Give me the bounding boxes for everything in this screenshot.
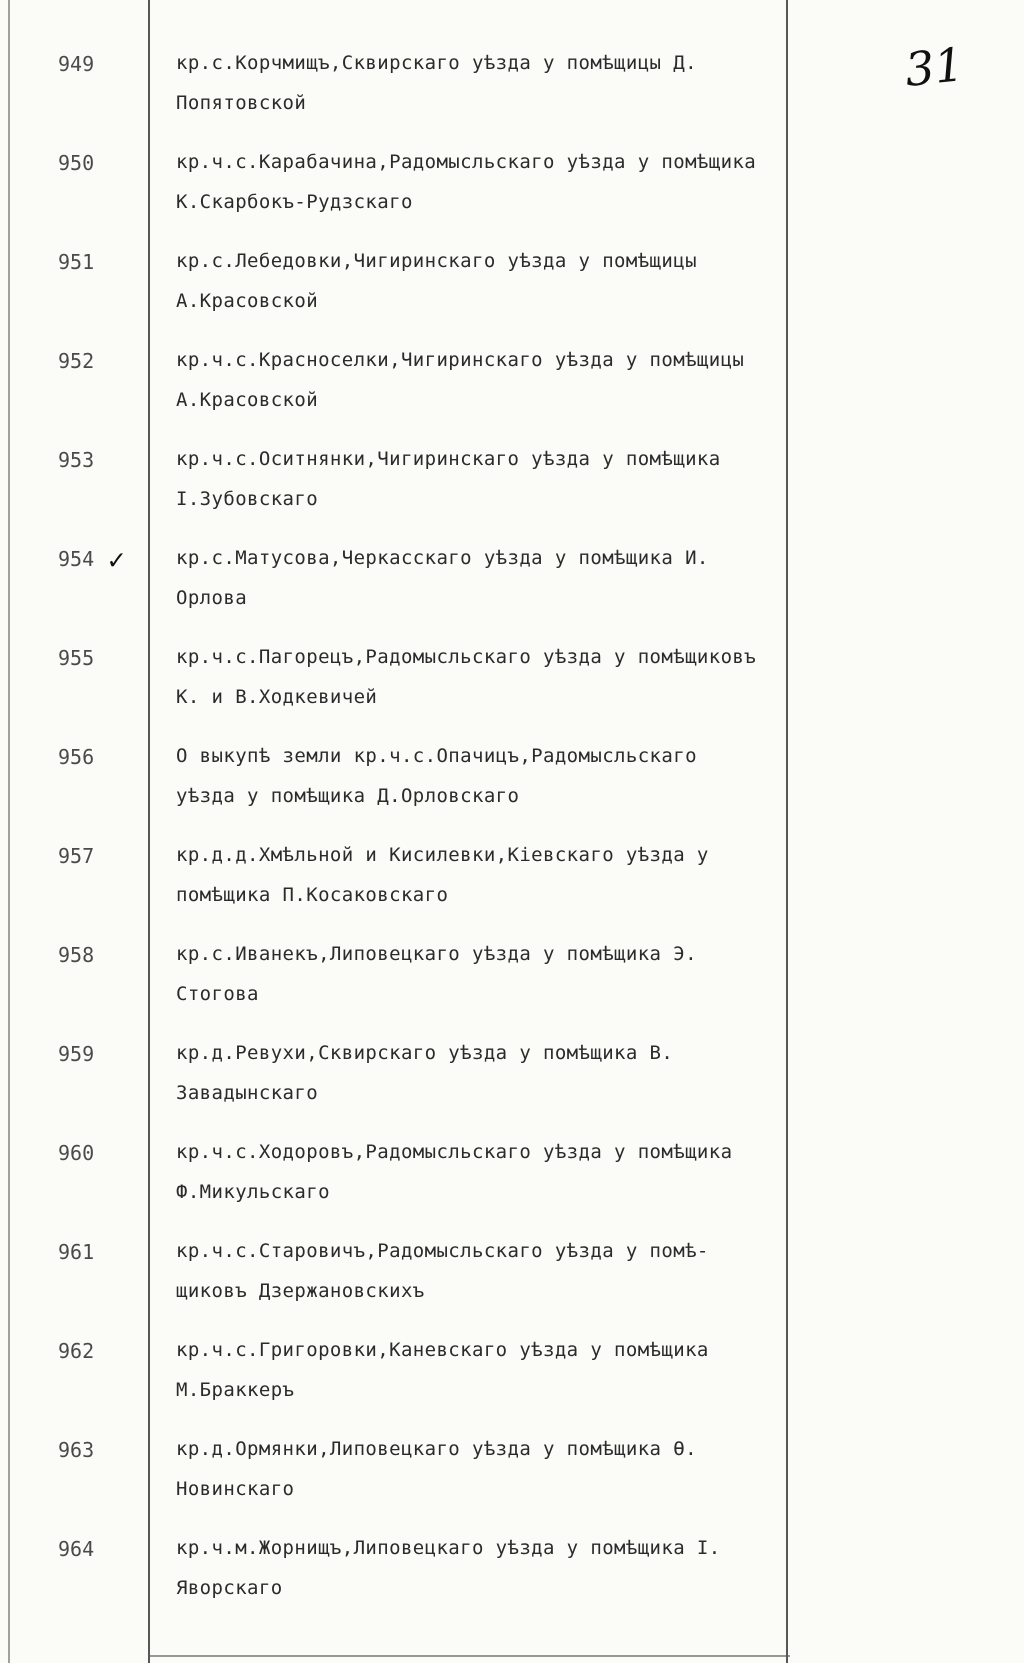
entry-text-line1: кр.ч.с.Ходоровъ,Радомысльскаго уѣзда у помѣщика: [176, 1141, 733, 1163]
list-item: [0, 943, 1024, 1042]
page-number: 31: [902, 37, 967, 97]
entry-number: 958: [58, 943, 95, 967]
entry-text-line2: уѣзда у помѣщика Д.Орловскаго: [176, 785, 520, 807]
entry-text-line1: кр.ч.с.Григоровки,Каневскаго уѣзда у помѣщика: [176, 1339, 709, 1361]
entry-text-line1: кр.ч.с.Старовичъ,Радомысльскаго уѣзда у помѣ-: [176, 1240, 709, 1262]
entry-number: 952: [58, 349, 95, 373]
list-item: [0, 1042, 1024, 1141]
list-item: [0, 844, 1024, 943]
list-item: [0, 1537, 1024, 1636]
list-item: [0, 1141, 1024, 1240]
list-item: [0, 1438, 1024, 1537]
entry-number: 960: [58, 1141, 95, 1165]
entry-text-line2: А.Красовской: [176, 389, 319, 411]
list-item: [0, 52, 1024, 151]
entry-text-line1: кр.д.Ревухи,Сквирскаго уѣзда у помѣщика В.: [176, 1042, 674, 1064]
list-item: [0, 349, 1024, 448]
list-item: [0, 151, 1024, 250]
entry-number: 953: [58, 448, 95, 472]
list-item: [0, 1339, 1024, 1438]
entry-number: 957: [58, 844, 95, 868]
entry-text-line2: К.Скарбокъ-Рудзскаго: [176, 191, 413, 213]
list-item: [0, 448, 1024, 547]
entry-number: 959: [58, 1042, 95, 1066]
entry-text-line2: Новинскаго: [176, 1478, 295, 1500]
entry-text-line1: кр.ч.с.Пагорецъ,Радомысльскаго уѣзда у помѣщиковъ: [176, 646, 757, 668]
entry-number: 964: [58, 1537, 95, 1561]
entry-number: 963: [58, 1438, 95, 1462]
entry-text-line2: Попятовской: [176, 92, 307, 114]
list-item: [0, 1240, 1024, 1339]
entry-text-line1: кр.с.Иванекъ,Липовецкаго уѣзда у помѣщика Э.: [176, 943, 697, 965]
entry-text-line1: кр.с.Лебедовки,Чигиринскаго уѣзда у помѣщицы: [176, 250, 697, 272]
entry-text-line2: Орлова: [176, 587, 248, 609]
entry-number: 951: [58, 250, 95, 274]
check-mark-icon: ✓: [108, 543, 125, 576]
entry-number: 961: [58, 1240, 95, 1264]
entry-text-line2: І.Зубовскаго: [176, 488, 319, 510]
entry-text-line1: кр.д.д.Хмѣльной и Кисилевки,Кіевскаго уѣзда у: [176, 844, 709, 866]
entry-text-line2: Яворскаго: [176, 1577, 283, 1599]
entry-text-line2: М.Браккеръ: [176, 1379, 295, 1401]
entry-text-line1: кр.ч.с.Оситнянки,Чигиринскаго уѣзда у помѣщика: [176, 448, 721, 470]
entry-text-line2: К. и В.Ходкевичей: [176, 686, 378, 708]
entry-text-line2: Ф.Микульскаго: [176, 1181, 330, 1203]
entry-number: 956: [58, 745, 95, 769]
entry-number: 950: [58, 151, 95, 175]
entry-text-line2: помѣщика П.Косаковскаго: [176, 884, 449, 906]
entry-text-line2: щиковъ Дзержановскихъ: [176, 1280, 425, 1302]
list-item: [0, 745, 1024, 844]
entry-text-line2: Стогова: [176, 983, 259, 1005]
entry-number: 955: [58, 646, 95, 670]
list-item: [0, 646, 1024, 745]
list-item: [0, 543, 1024, 646]
entry-text-line1: кр.ч.с.Красноселки,Чигиринскаго уѣзда у помѣщицы: [176, 349, 745, 371]
entry-number: 949: [58, 52, 95, 76]
entry-number: 954: [58, 547, 95, 571]
entry-text-line1: О выкупѣ земли кр.ч.с.Опачицъ,Радомысльскаго: [176, 745, 697, 767]
entry-text-line2: Завадынскаго: [176, 1082, 319, 1104]
bottom-edge-line: [150, 1655, 790, 1657]
entry-text-line1: кр.с.Матусова,Черкасскаго уѣзда у помѣщика И.: [176, 547, 709, 569]
entry-text-line1: кр.с.Корчмищъ,Сквирскаго уѣзда у помѣщицы Д.: [176, 52, 697, 74]
list-item: [0, 250, 1024, 349]
entry-text-line2: А.Красовской: [176, 290, 319, 312]
entry-text-line1: кр.д.Ормянки,Липовецкаго уѣзда у помѣщика Ѳ.: [176, 1438, 697, 1460]
entry-text-line1: кр.ч.с.Карабачина,Радомысльскаго уѣзда у помѣщика: [176, 151, 757, 173]
entry-number: 962: [58, 1339, 95, 1363]
entry-text-line1: кр.ч.м.Жорнищъ,Липовецкаго уѣзда у помѣщика І.: [176, 1537, 721, 1559]
